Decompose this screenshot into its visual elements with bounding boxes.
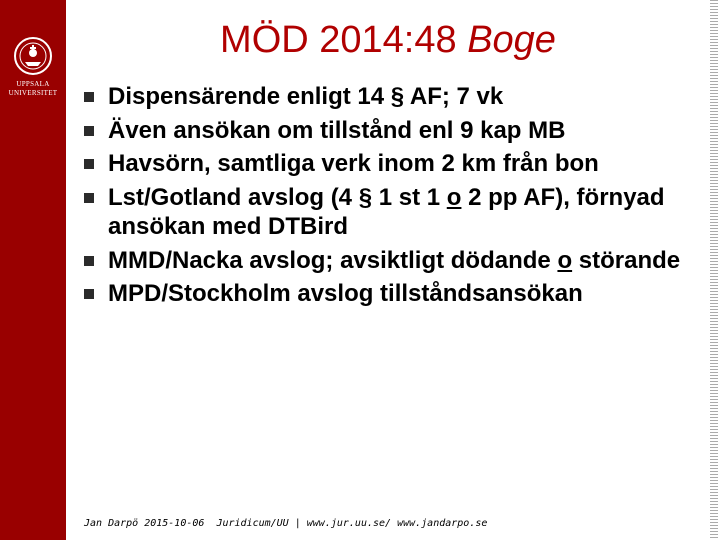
bullet-item: [84, 149, 694, 179]
logo-line-1: UPPSALA: [16, 80, 50, 88]
bullet-text: MPD/Stockholm avslog tillståndsansökan: [108, 280, 583, 307]
slide-title: [66, 14, 710, 66]
right-edge-decoration: [710, 0, 718, 540]
bullet-item: [84, 116, 694, 146]
bullet-text-after: 2 pp AF), förnyad ansökan med DTBird: [108, 183, 665, 240]
bullet-text-after: störande: [572, 246, 681, 274]
university-logo: [4, 36, 62, 98]
bullet-list: [84, 82, 694, 313]
bullet-item: [84, 279, 694, 309]
footer-credit: Jan Darpö 2015-10-06 Juridicum/UU | www.jur.uu.se/ www.jandarpo.se: [84, 518, 488, 529]
logo-line-2: UNIVERSITET: [8, 89, 58, 97]
bullet-item: [84, 183, 694, 242]
seal-icon: [13, 36, 53, 76]
bullet-item: [84, 82, 694, 112]
bullet-item: [84, 246, 694, 276]
bullet-square-icon: [84, 193, 94, 203]
bullet-text-underlined: o: [446, 183, 462, 211]
sidebar: [0, 0, 66, 540]
bullet-square-icon: [84, 289, 94, 299]
bullet-text: Dispensärende enligt 14 § AF; 7 vk: [108, 83, 504, 110]
bullet-square-icon: [84, 126, 94, 136]
bullet-text: Havsörn, samtliga verk inom 2 km från bon: [108, 150, 599, 177]
bullet-text: Även ansökan om tillstånd enl 9 kap MB: [108, 116, 566, 144]
bullet-square-icon: [84, 92, 94, 102]
bullet-text-before: MMD/Nacka avslog; avsiktligt dödande: [108, 246, 558, 274]
bullet-text-before: Lst/Gotland avslog (4 § 1 st 1: [108, 183, 447, 211]
title-italic: Boge: [467, 19, 556, 61]
bullet-text-underlined: o: [557, 246, 573, 274]
bullet-square-icon: [84, 256, 94, 266]
bullet-square-icon: [84, 159, 94, 169]
title-main: MÖD 2014:48: [220, 19, 468, 61]
